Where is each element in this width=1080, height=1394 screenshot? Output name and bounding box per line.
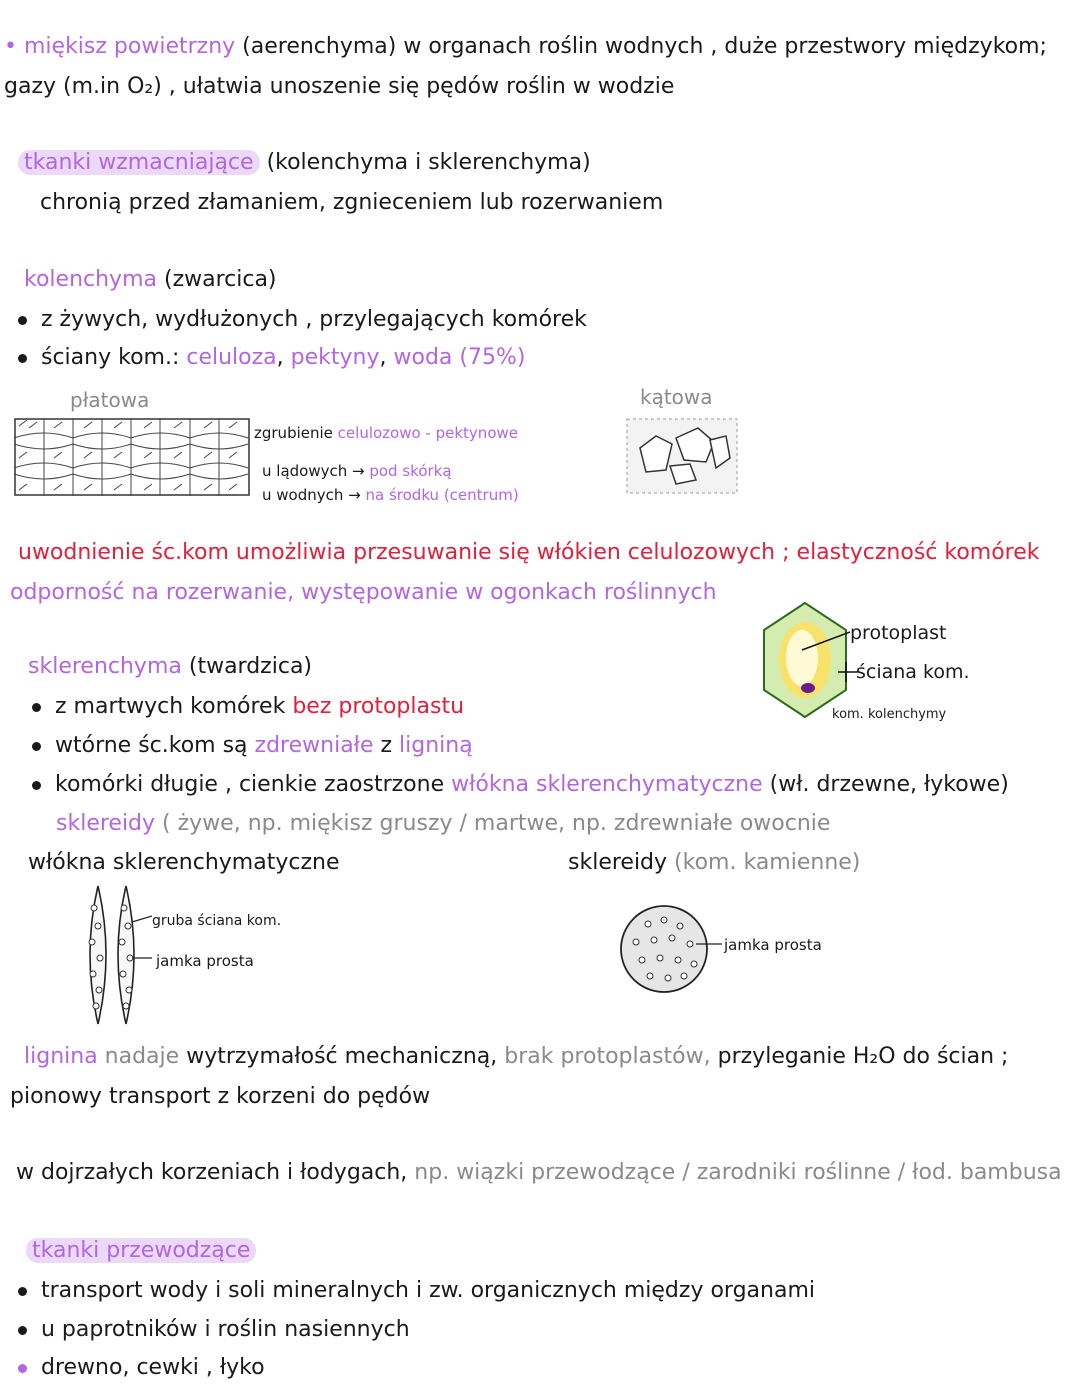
przewodzace-bullet-1 [18, 1276, 815, 1306]
protoplast-label: protoplast [850, 622, 947, 644]
sciana-label: ściana kom. [856, 661, 970, 683]
bullet-dot [18, 316, 27, 325]
sklereidy-desc: ( żywe, np. miękisz gruszy / martwe, np. zdrewniałe owocnie [162, 811, 831, 836]
sklereidy-title-rest: (kom. kamienne) [674, 850, 861, 875]
wzmacniajace-desc: chronią przed złamaniem, zgnieceniem lub rozerwaniem [40, 190, 664, 215]
platowa-cells-drawing [14, 418, 250, 496]
lignina-text: nadaje [104, 1044, 180, 1069]
bullet-text: z martwych komórek [55, 694, 286, 719]
zgrubienie-label [254, 418, 518, 448]
bez-protoplastu-text: bez protoplastu [292, 694, 465, 719]
fibres-drawing [80, 884, 152, 1026]
bullet-text: wtórne śc.kom są [55, 733, 248, 758]
ladowe-text: u lądowych → [262, 462, 365, 480]
sklerenchyma-bullet-2 [32, 731, 473, 761]
wodne-label [262, 480, 519, 510]
lignina-text: wytrzymałość mechaniczną, [186, 1044, 498, 1069]
bullet-dot: • [4, 34, 24, 59]
sklerenchyma-title-rest: (twardzica) [188, 654, 313, 679]
bullet-dot [18, 1287, 27, 1296]
sklereidy-title: sklereidy [568, 850, 668, 875]
zgrubienie-text: zgrubienie [254, 424, 333, 442]
wzmacniajace-heading [18, 148, 591, 178]
katowa-label: kątowa [640, 385, 713, 409]
intro-line-1 [4, 32, 1047, 62]
bullet-text: ściany kom.: [41, 345, 180, 370]
dojrzale-examples: np. wiązki przewodzące / zarodniki roślinne / łod. bambusa [414, 1160, 1062, 1185]
bullet-text: u paprotników i roślin nasiennych [41, 1317, 410, 1342]
sklereidy-heading [568, 848, 860, 878]
sklereid-drawing [618, 904, 722, 994]
katowa-cells-drawing [626, 418, 738, 494]
uwodnienie-line-1 [18, 538, 1040, 568]
cell-wall-pointer [838, 660, 858, 684]
kolenchyma-title-rest: (zwarcica) [163, 267, 277, 292]
lignina-line-2: pionowy transport z korzeni do pędów [10, 1084, 431, 1109]
kolenchyma-bullet-2: ściany kom.: celuloza, pektyny, woda (75%) [18, 343, 525, 373]
lignina-text: brak protoplastów, [504, 1044, 711, 1069]
sklerenchyma-bullet-1 [32, 692, 464, 722]
bullet-dot [32, 703, 41, 712]
zgrubienie-type: celulozowo - pektynowe [337, 424, 518, 442]
pektyny-term: pektyny [290, 345, 380, 370]
wzmacniajace-title-rest: (kolenchyma i sklerenchyma) [266, 150, 591, 175]
intro-line-2: gazy (m.in O₂) , ułatwia unoszenie się pędów roślin w wodzie [4, 74, 675, 99]
sklerenchyma-bullet-3 [32, 770, 1009, 800]
cell-caption: kom. kolenchymy [832, 707, 947, 722]
wzmacniajace-title: tkanki wzmacniające [18, 150, 260, 175]
jamka-label-2: jamka prosta [724, 936, 822, 954]
zdrewniale-term: zdrewniałe [254, 733, 374, 758]
bullet-dot [18, 1364, 27, 1373]
gruba-sciana-label: gruba ściana kom. [152, 913, 282, 929]
bullet-text: z żywych, wydłużonych , przylegających komórek [41, 307, 587, 332]
elastycznosc-text: elastyczność komórek [796, 540, 1040, 565]
lignina-text: przyleganie H₂O do ścian ; [717, 1044, 1009, 1069]
bullet-dot [18, 1326, 27, 1335]
dojrzale-text: w dojrzałych korzeniach i łodygach, [16, 1160, 408, 1185]
bullet-text: transport wody i soli mineralnych i zw. organicznych między organami [41, 1278, 815, 1303]
bullet-text: drewno, cewki , łyko [41, 1355, 265, 1380]
lignina-term: ligniną [399, 733, 473, 758]
bullet-dot [32, 781, 41, 790]
sklerenchyma-heading [28, 652, 312, 682]
bullet-text: z [380, 733, 393, 758]
uwodnienie-text: uwodnienie śc.kom umożliwia przesuwanie się włókien celulozowych ; [18, 540, 790, 565]
kolenchyma-bullet-1 [18, 305, 587, 335]
bullet-dot [32, 742, 41, 751]
lignina-term: lignina [24, 1044, 98, 1069]
jamka-label-1: jamka prosta [156, 952, 254, 970]
przewodzace-bullet-2 [18, 1315, 410, 1345]
bullet-dot [18, 354, 27, 363]
sklereidy-line [56, 809, 830, 839]
wlokna-types: (wł. drzewne, łykowe) [769, 772, 1009, 797]
aerenchyma-term: miękisz powietrzny [23, 34, 236, 59]
przewodzace-bullet-3 [18, 1353, 265, 1383]
sklereidy-term: sklereidy [56, 811, 156, 836]
kolenchyma-title: kolenchyma [24, 267, 157, 292]
wodne-text: u wodnych → [262, 486, 361, 504]
uwodnienie-line-2: odporność na rozerwanie, występowanie w ogonkach roślinnych [10, 580, 717, 605]
intro-text: (aerenchyma) w organach roślin wodnych , duże przestwory międzykom; [242, 34, 1047, 59]
sklerenchyma-title: sklerenchyma [28, 654, 182, 679]
ladowe-location: pod skórką [369, 462, 452, 480]
wlokna-term: włókna sklerenchymatyczne [451, 772, 763, 797]
przewodzace-heading [26, 1236, 256, 1266]
przewodzace-title: tkanki przewodzące [26, 1238, 256, 1263]
woda-term: woda (75%) [393, 345, 526, 370]
kolenchyma-heading [24, 265, 277, 295]
platowa-label: płatowa [70, 388, 150, 412]
wodne-location: na środku (centrum) [365, 486, 519, 504]
dojrzale-line [16, 1158, 1062, 1188]
bullet-text: komórki długie , cienkie zaostrzone [55, 772, 445, 797]
celuloza-term: celuloza [186, 345, 277, 370]
wlokna-title: włókna sklerenchymatyczne [28, 850, 340, 875]
lignina-line-1 [24, 1042, 1008, 1072]
